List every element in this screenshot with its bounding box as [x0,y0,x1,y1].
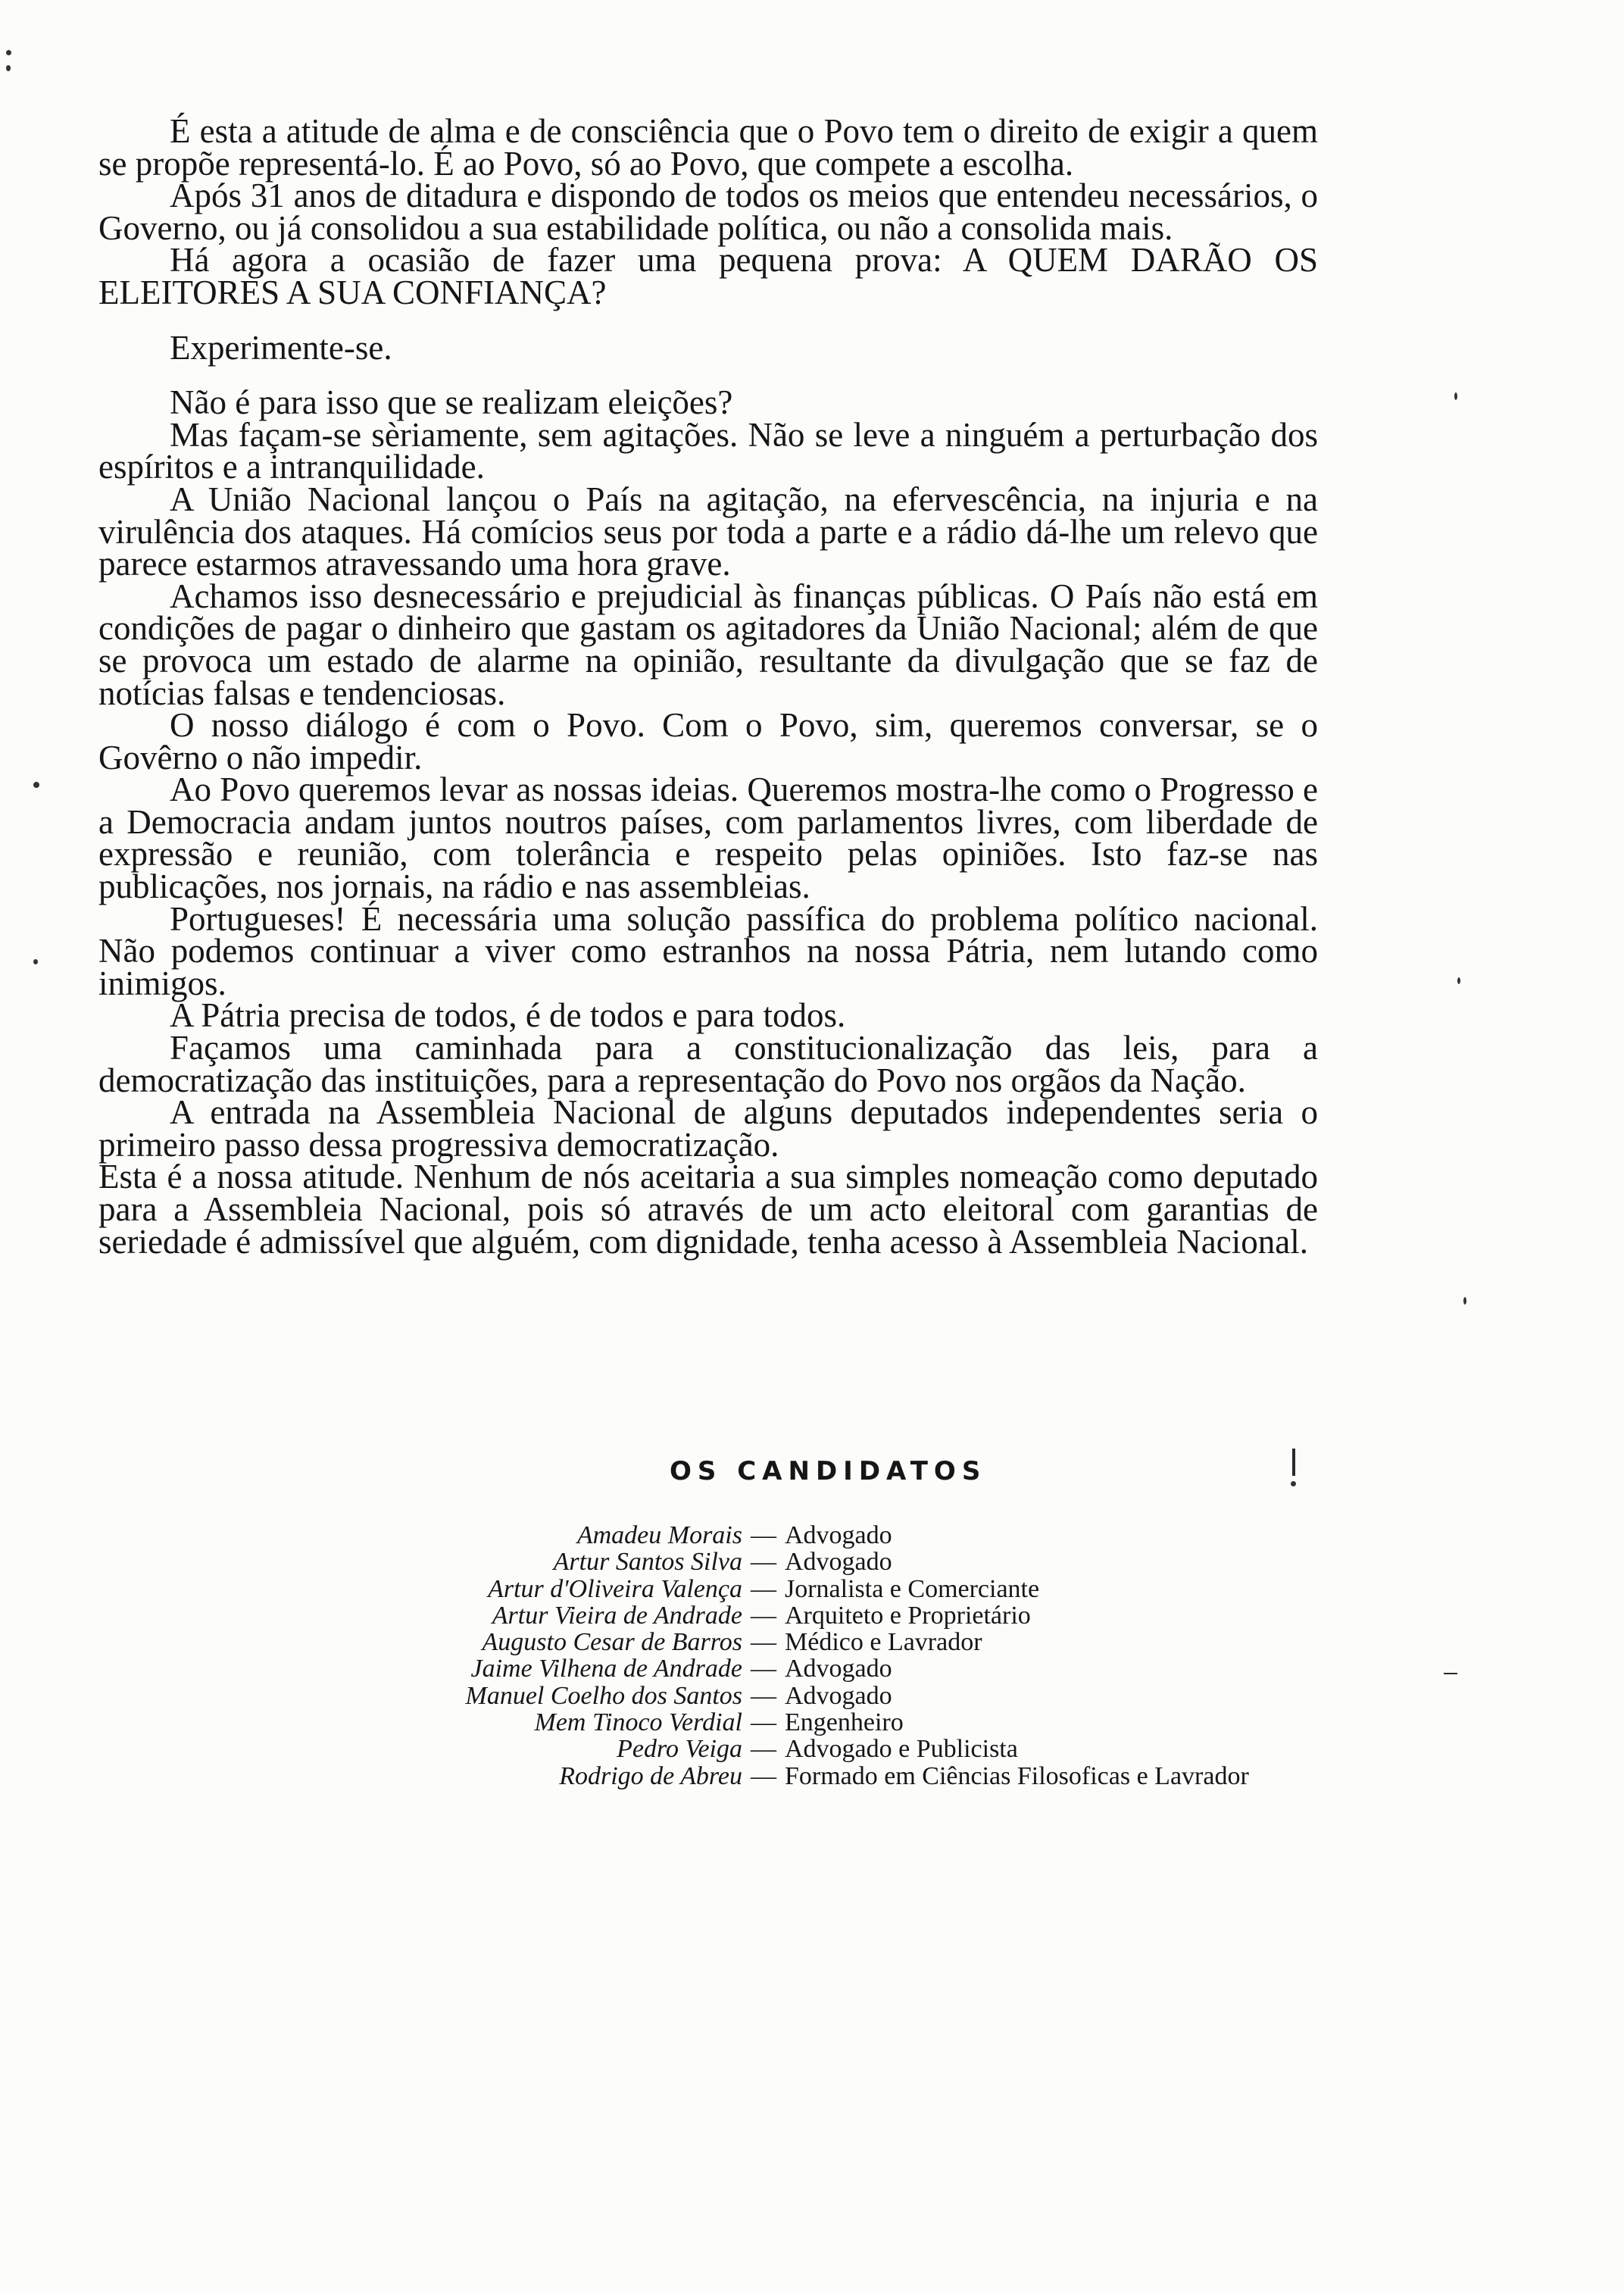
paragraph: Após 31 anos de ditadura e dispondo de todos os meios que entendeu necessários, o Governo, ou já consolidou a sua estabilidade política, ou não a consolida mais. [98,177,1318,247]
candidate-name: Pedro Veiga [617,1735,742,1764]
candidate-role: Advogado [785,1681,892,1710]
candidate-dash: — [751,1761,776,1790]
paragraph: Não é para isso que se realizam eleições? [170,383,733,422]
margin-mark [1444,1673,1457,1674]
candidate-dash: — [751,1521,776,1549]
candidate-role: Advogado [785,1548,892,1577]
scan-speck [33,782,39,788]
paragraph: Achamos isso desnecessário e prejudicial às finanças públicas. O País não está em condições de pagar o dinheiro que gastam os agitadores da União Nacional; além de que se provoca um estado de alarme na opinião, resultante da divulgação que se faz de notícias falsas e tendenciosas. [98,577,1318,712]
candidate-row [227,1763,1333,1789]
paragraph: Ao Povo queremos levar as nossas ideias. Queremos mostra-lhe como o Progresso e a Democracia andam juntos noutros países, com parlamentos livres, com liberdade de expressão e reunião, com tolerância e respeito pelas opiniões. Isto faz-se nas publicações, nos jornais, na rádio e nas assembleias. [98,770,1318,906]
candidate-dash: — [751,1681,776,1710]
candidate-role: Advogado [785,1655,892,1683]
paragraph: O nosso diálogo é com o Povo. Com o Povo, sim, queremos conversar, se o Govêrno o não impedir. [98,706,1318,777]
candidate-dash: — [751,1574,776,1603]
candidate-name: Artur d'Oliveira Valença [488,1574,742,1603]
scan-speck [1454,392,1457,400]
candidate-row [227,1655,1333,1682]
candidates-list [227,1522,1333,1789]
candidate-row [227,1602,1333,1629]
candidate-row [227,1576,1333,1602]
candidate-role: Engenheiro [785,1708,904,1737]
candidate-dash: — [751,1601,776,1630]
candidate-name: Artur Vieira de Andrade [492,1601,742,1630]
candidate-name: Artur Santos Silva [553,1548,742,1577]
paragraph: A entrada na Assembleia Nacional de alguns deputados independentes seria o primeiro passo dessa progressiva democratização. [98,1093,1318,1164]
scan-speck [6,65,11,71]
candidate-role: Formado em Ciências Filosoficas e Lavrador [785,1761,1249,1790]
candidate-role: Médico e Lavrador [785,1628,982,1657]
candidate-row [227,1522,1333,1549]
paragraph: Portugueses! É necessária uma solução passífica do problema político nacional. Não podemos continuar a viver como estranhos na nossa Pátria, nem lutando como inimigos. [98,899,1318,1002]
candidate-row [227,1736,1333,1762]
scan-speck [1463,1297,1466,1305]
candidate-role: Advogado [785,1521,892,1549]
candidate-row [227,1549,1333,1575]
candidate-role: Arquiteto e Proprietário [785,1601,1031,1630]
candidate-row [227,1709,1333,1736]
paragraph: Experimente-se. [170,328,392,367]
candidate-row [227,1683,1333,1709]
candidate-dash: — [751,1735,776,1764]
margin-mark [1292,1449,1295,1476]
paragraph: A Pátria precisa de todos, é de todos e para todos. [170,996,846,1035]
scan-speck [6,50,11,55]
paragraph: É esta a atitude de alma e de consciência que o Povo tem o direito de exigir a quem se propõe representá-lo. É ao Povo, só ao Povo, que compete a escolha. [98,112,1318,183]
candidate-name: Augusto Cesar de Barros [482,1628,742,1657]
candidate-dash: — [751,1628,776,1657]
paragraph: Mas façam-se sèriamente, sem agitações. Não se leve a ninguém a perturbação dos espíritos e a intranquilidade. [98,415,1318,486]
candidate-name: Jaime Vilhena de Andrade [470,1655,742,1683]
scan-speck [1457,977,1460,984]
paragraph: Há agora a ocasião de fazer uma pequena prova: A QUEM DARÃO OS ELEITORES A SUA CONFIANÇA? [98,241,1318,311]
paragraph: Façamos uma caminhada para a constitucionalização das leis, para a democratização das instituições, para a representação do Povo nos orgãos da Nação. [98,1029,1318,1099]
scan-speck [33,959,38,964]
candidate-row [227,1629,1333,1655]
candidate-role: Advogado e Publicista [785,1735,1018,1764]
candidate-name: Amadeu Morais [576,1521,742,1549]
candidate-role: Jornalista e Comerciante [785,1574,1040,1603]
candidate-name: Manuel Coelho dos Santos [465,1681,742,1710]
candidate-name: Mem Tinoco Verdial [534,1708,742,1737]
candidate-dash: — [751,1708,776,1737]
candidate-dash: — [751,1548,776,1577]
paragraph: A União Nacional lançou o País na agitação, na efervescência, na injuria e na virulência dos ataques. Há comícios seus por toda a parte e a rádio dá-lhe um relevo que parece estarmos atravessando uma hora grave. [98,480,1318,583]
scan-speck [1291,1481,1296,1486]
candidate-name: Rodrigo de Abreu [559,1761,742,1790]
candidate-dash: — [751,1655,776,1683]
candidates-heading: OS CANDIDATOS [670,1456,987,1486]
paragraph: Esta é a nossa atitude. Nenhum de nós aceitaria a sua simples nomeação como deputado para a Assembleia Nacional, pois só através de um acto eleitoral com garantias de seriedade é admissível que alguém, com dignidade, tenha acesso à Assembleia Nacional. [98,1158,1318,1261]
body-text [98,112,1318,1261]
